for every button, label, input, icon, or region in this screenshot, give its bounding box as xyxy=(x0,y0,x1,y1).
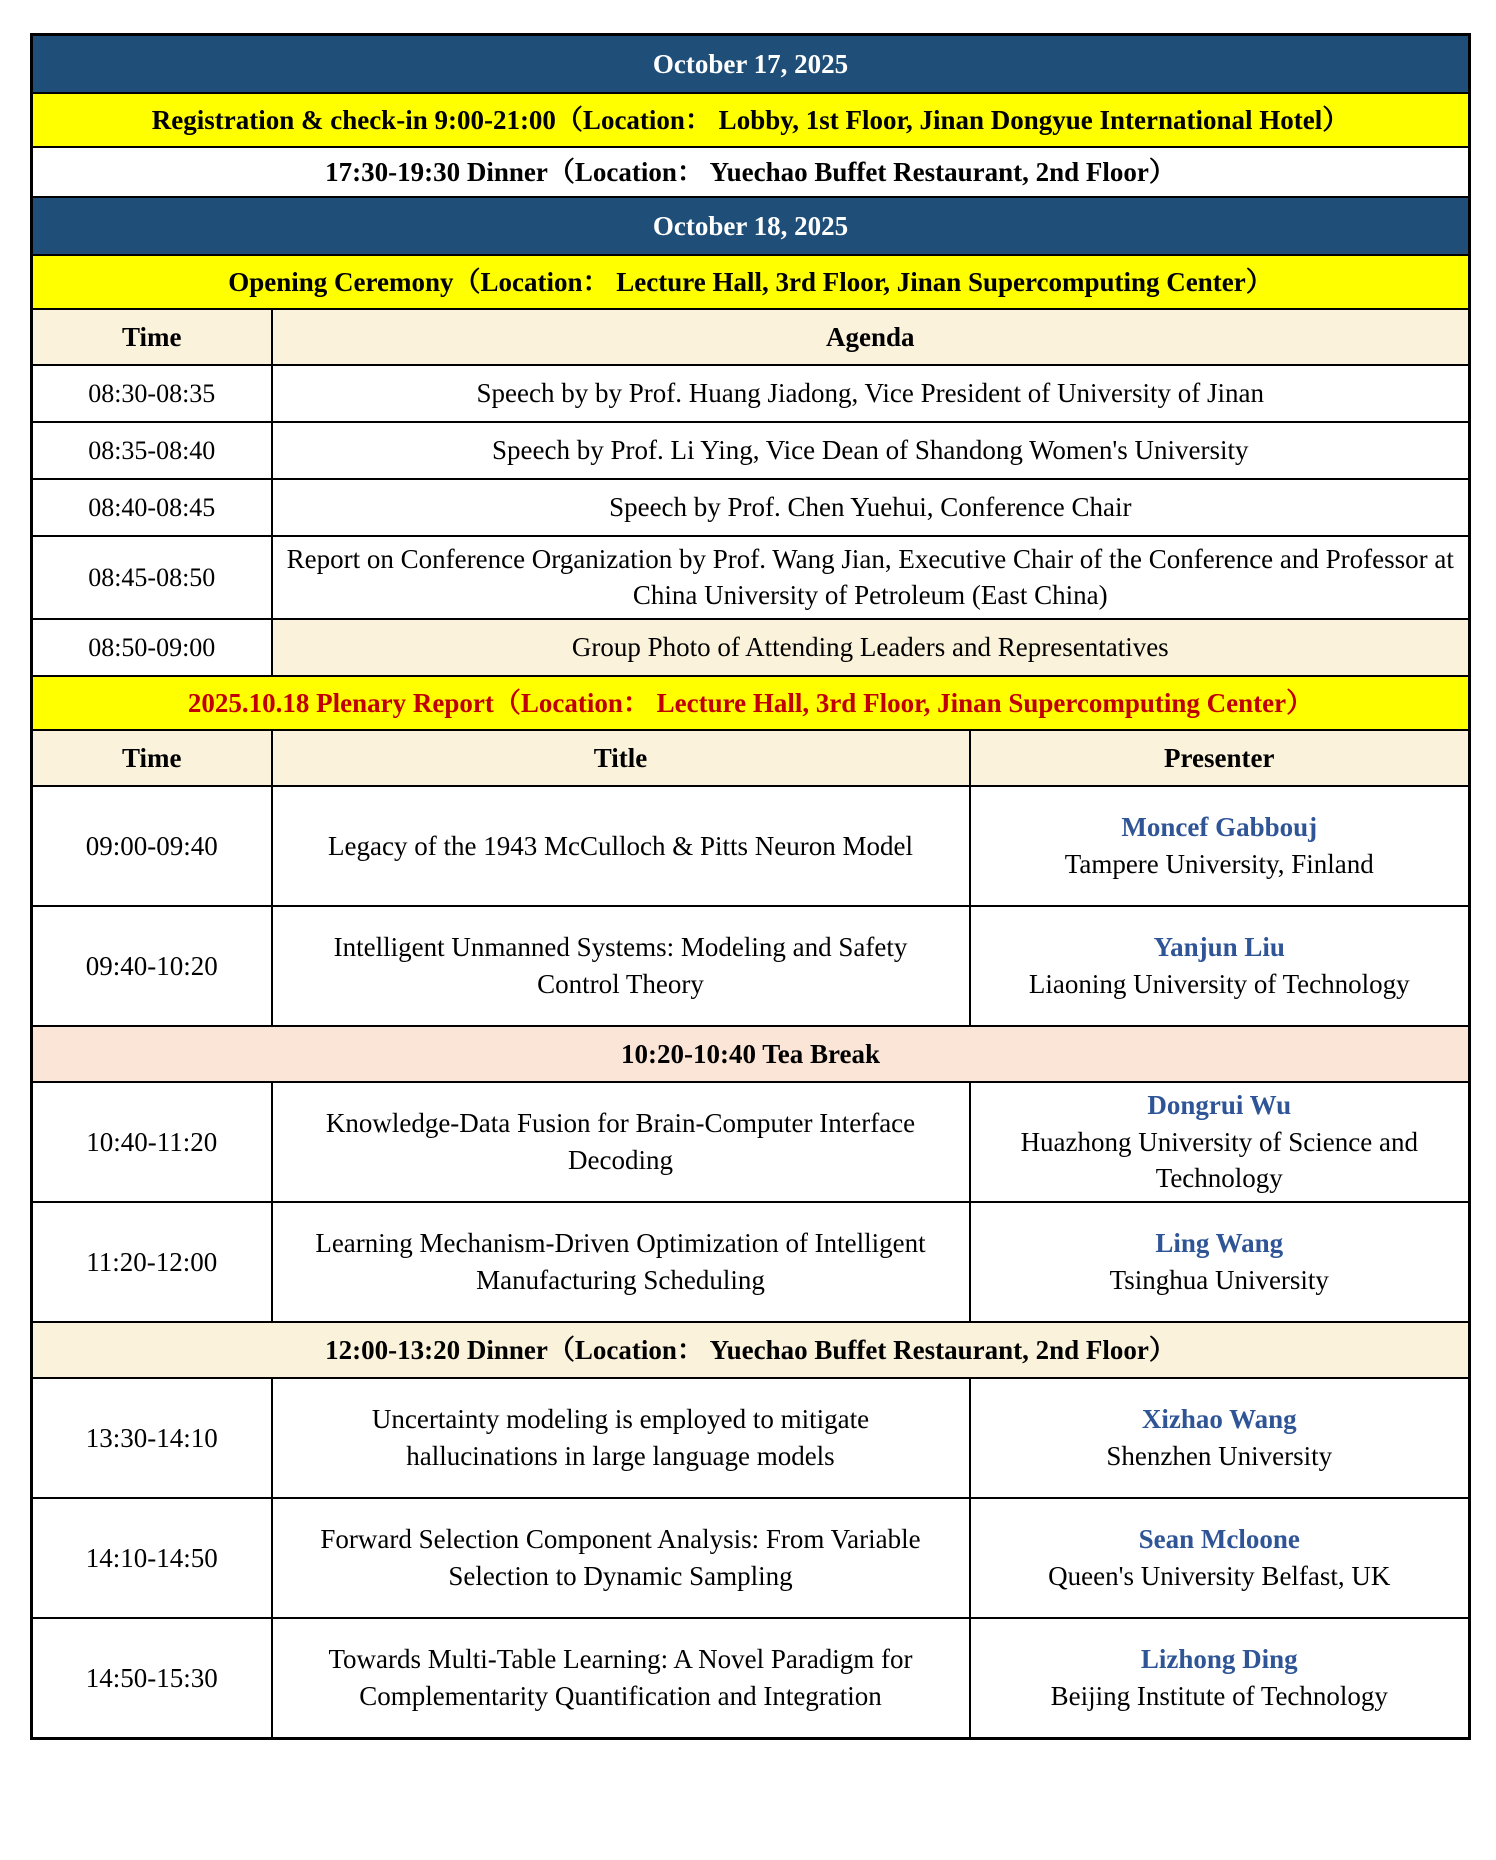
session-title: Legacy of the 1943 McCulloch & Pitts Neuron Model xyxy=(272,786,970,906)
agenda-row xyxy=(32,365,1470,422)
session-time: 14:50-15:30 xyxy=(32,1618,272,1739)
day1-dinner-banner: 17:30-19:30 Dinner（Location： Yuechao Buffet Restaurant, 2nd Floor） xyxy=(32,147,1470,197)
agenda-time: 08:50-09:00 xyxy=(32,619,272,676)
session-time: 14:10-14:50 xyxy=(32,1498,272,1618)
agenda-text: Speech by Prof. Chen Yuehui, Conference Chair xyxy=(272,479,1470,536)
presenter-name: Lizhong Ding xyxy=(1140,1644,1298,1675)
day2-header: October 18, 2025 xyxy=(32,197,1470,255)
presenter-affiliation: Huazhong University of Science and Technology xyxy=(1020,1126,1418,1194)
presenter-name: Moncef Gabbouj xyxy=(1121,812,1318,843)
day1-registration-row xyxy=(32,93,1470,147)
opening-table-header-row xyxy=(32,309,1470,365)
agenda-time: 08:40-08:45 xyxy=(32,479,272,536)
session-presenter xyxy=(970,786,1470,906)
agenda-text-group-photo: Group Photo of Attending Leaders and Representatives xyxy=(272,619,1470,676)
plenary-session-row xyxy=(32,906,1470,1026)
presenter-name: Ling Wang xyxy=(1155,1228,1284,1259)
agenda-time: 08:35-08:40 xyxy=(32,422,272,479)
tea-break-row xyxy=(32,1026,1470,1082)
session-presenter xyxy=(970,1082,1470,1202)
plenary-session-row xyxy=(32,1618,1470,1739)
session-presenter xyxy=(970,1378,1470,1498)
day1-registration-banner: Registration & check-in 9:00-21:00（Location： Lobby, 1st Floor, Jinan Dongyue International Hotel） xyxy=(32,93,1470,147)
session-title: Uncertainty modeling is employed to mitigate hallucinations in large language models xyxy=(272,1378,970,1498)
agenda-text: Speech by by Prof. Huang Jiadong, Vice President of University of Jinan xyxy=(272,365,1470,422)
session-presenter xyxy=(970,1202,1470,1322)
lunch-break-row xyxy=(32,1322,1470,1378)
presenter-affiliation: Liaoning University of Technology xyxy=(1028,968,1410,999)
session-time: 11:20-12:00 xyxy=(32,1202,272,1322)
plenary-session-row xyxy=(32,1082,1470,1202)
day2-header-row xyxy=(32,197,1470,255)
plenary-session-row xyxy=(32,1202,1470,1322)
presenter-affiliation: Queen's University Belfast, UK xyxy=(1048,1560,1391,1591)
day1-header-row xyxy=(32,35,1470,94)
day1-dinner-row xyxy=(32,147,1470,197)
presenter-affiliation: Tampere University, Finland xyxy=(1064,848,1374,879)
presenter-name: Xizhao Wang xyxy=(1141,1404,1297,1435)
session-title: Knowledge-Data Fusion for Brain-Computer Interface Decoding xyxy=(272,1082,970,1202)
agenda-row xyxy=(32,422,1470,479)
agenda-row xyxy=(32,619,1470,676)
plenary-col-presenter: Presenter xyxy=(970,730,1470,786)
plenary-col-title: Title xyxy=(272,730,970,786)
lunch-break-banner: 12:00-13:20 Dinner（Location： Yuechao Buffet Restaurant, 2nd Floor） xyxy=(32,1322,1470,1378)
session-title: Forward Selection Component Analysis: From Variable Selection to Dynamic Sampling xyxy=(272,1498,970,1618)
session-title: Learning Mechanism-Driven Optimization of Intelligent Manufacturing Scheduling xyxy=(272,1202,970,1322)
presenter-affiliation: Beijing Institute of Technology xyxy=(1050,1680,1388,1711)
opening-ceremony-banner: Opening Ceremony（Location： Lecture Hall, 3rd Floor, Jinan Supercomputing Center） xyxy=(32,255,1470,309)
day1-header: October 17, 2025 xyxy=(32,35,1470,94)
presenter-name: Yanjun Liu xyxy=(1153,932,1285,963)
opening-col-time: Time xyxy=(32,309,272,365)
session-presenter xyxy=(970,1498,1470,1618)
session-title: Intelligent Unmanned Systems: Modeling and Safety Control Theory xyxy=(272,906,970,1026)
tea-break-banner: 10:20-10:40 Tea Break xyxy=(32,1026,1470,1082)
session-title: Towards Multi-Table Learning: A Novel Paradigm for Complementarity Quantification and Integration xyxy=(272,1618,970,1739)
agenda-row xyxy=(32,536,1470,619)
plenary-col-time: Time xyxy=(32,730,272,786)
agenda-time: 08:30-08:35 xyxy=(32,365,272,422)
presenter-affiliation: Shenzhen University xyxy=(1106,1440,1333,1471)
plenary-session-row xyxy=(32,1378,1470,1498)
session-time: 09:00-09:40 xyxy=(32,786,272,906)
session-time: 13:30-14:10 xyxy=(32,1378,272,1498)
agenda-text: Speech by Prof. Li Ying, Vice Dean of Shandong Women's University xyxy=(272,422,1470,479)
plenary-session-row xyxy=(32,1498,1470,1618)
presenter-affiliation: Tsinghua University xyxy=(1109,1264,1329,1295)
plenary-table-header-row xyxy=(32,730,1470,786)
agenda-time: 08:45-08:50 xyxy=(32,536,272,619)
agenda-text: Report on Conference Organization by Prof. Wang Jian, Executive Chair of the Conference and Professor at China University of Petroleum (East China) xyxy=(272,536,1470,619)
presenter-name: Sean Mcloone xyxy=(1138,1524,1300,1555)
opening-col-agenda: Agenda xyxy=(272,309,1470,365)
agenda-row xyxy=(32,479,1470,536)
plenary-banner: 2025.10.18 Plenary Report（Location： Lecture Hall, 3rd Floor, Jinan Supercomputing Center） xyxy=(32,676,1470,730)
schedule-table xyxy=(30,33,1471,1740)
opening-ceremony-banner-row xyxy=(32,255,1470,309)
presenter-name: Dongrui Wu xyxy=(1147,1090,1292,1121)
session-presenter xyxy=(970,1618,1470,1739)
plenary-banner-row xyxy=(32,676,1470,730)
session-time: 09:40-10:20 xyxy=(32,906,272,1026)
plenary-session-row xyxy=(32,786,1470,906)
session-time: 10:40-11:20 xyxy=(32,1082,272,1202)
session-presenter xyxy=(970,906,1470,1026)
